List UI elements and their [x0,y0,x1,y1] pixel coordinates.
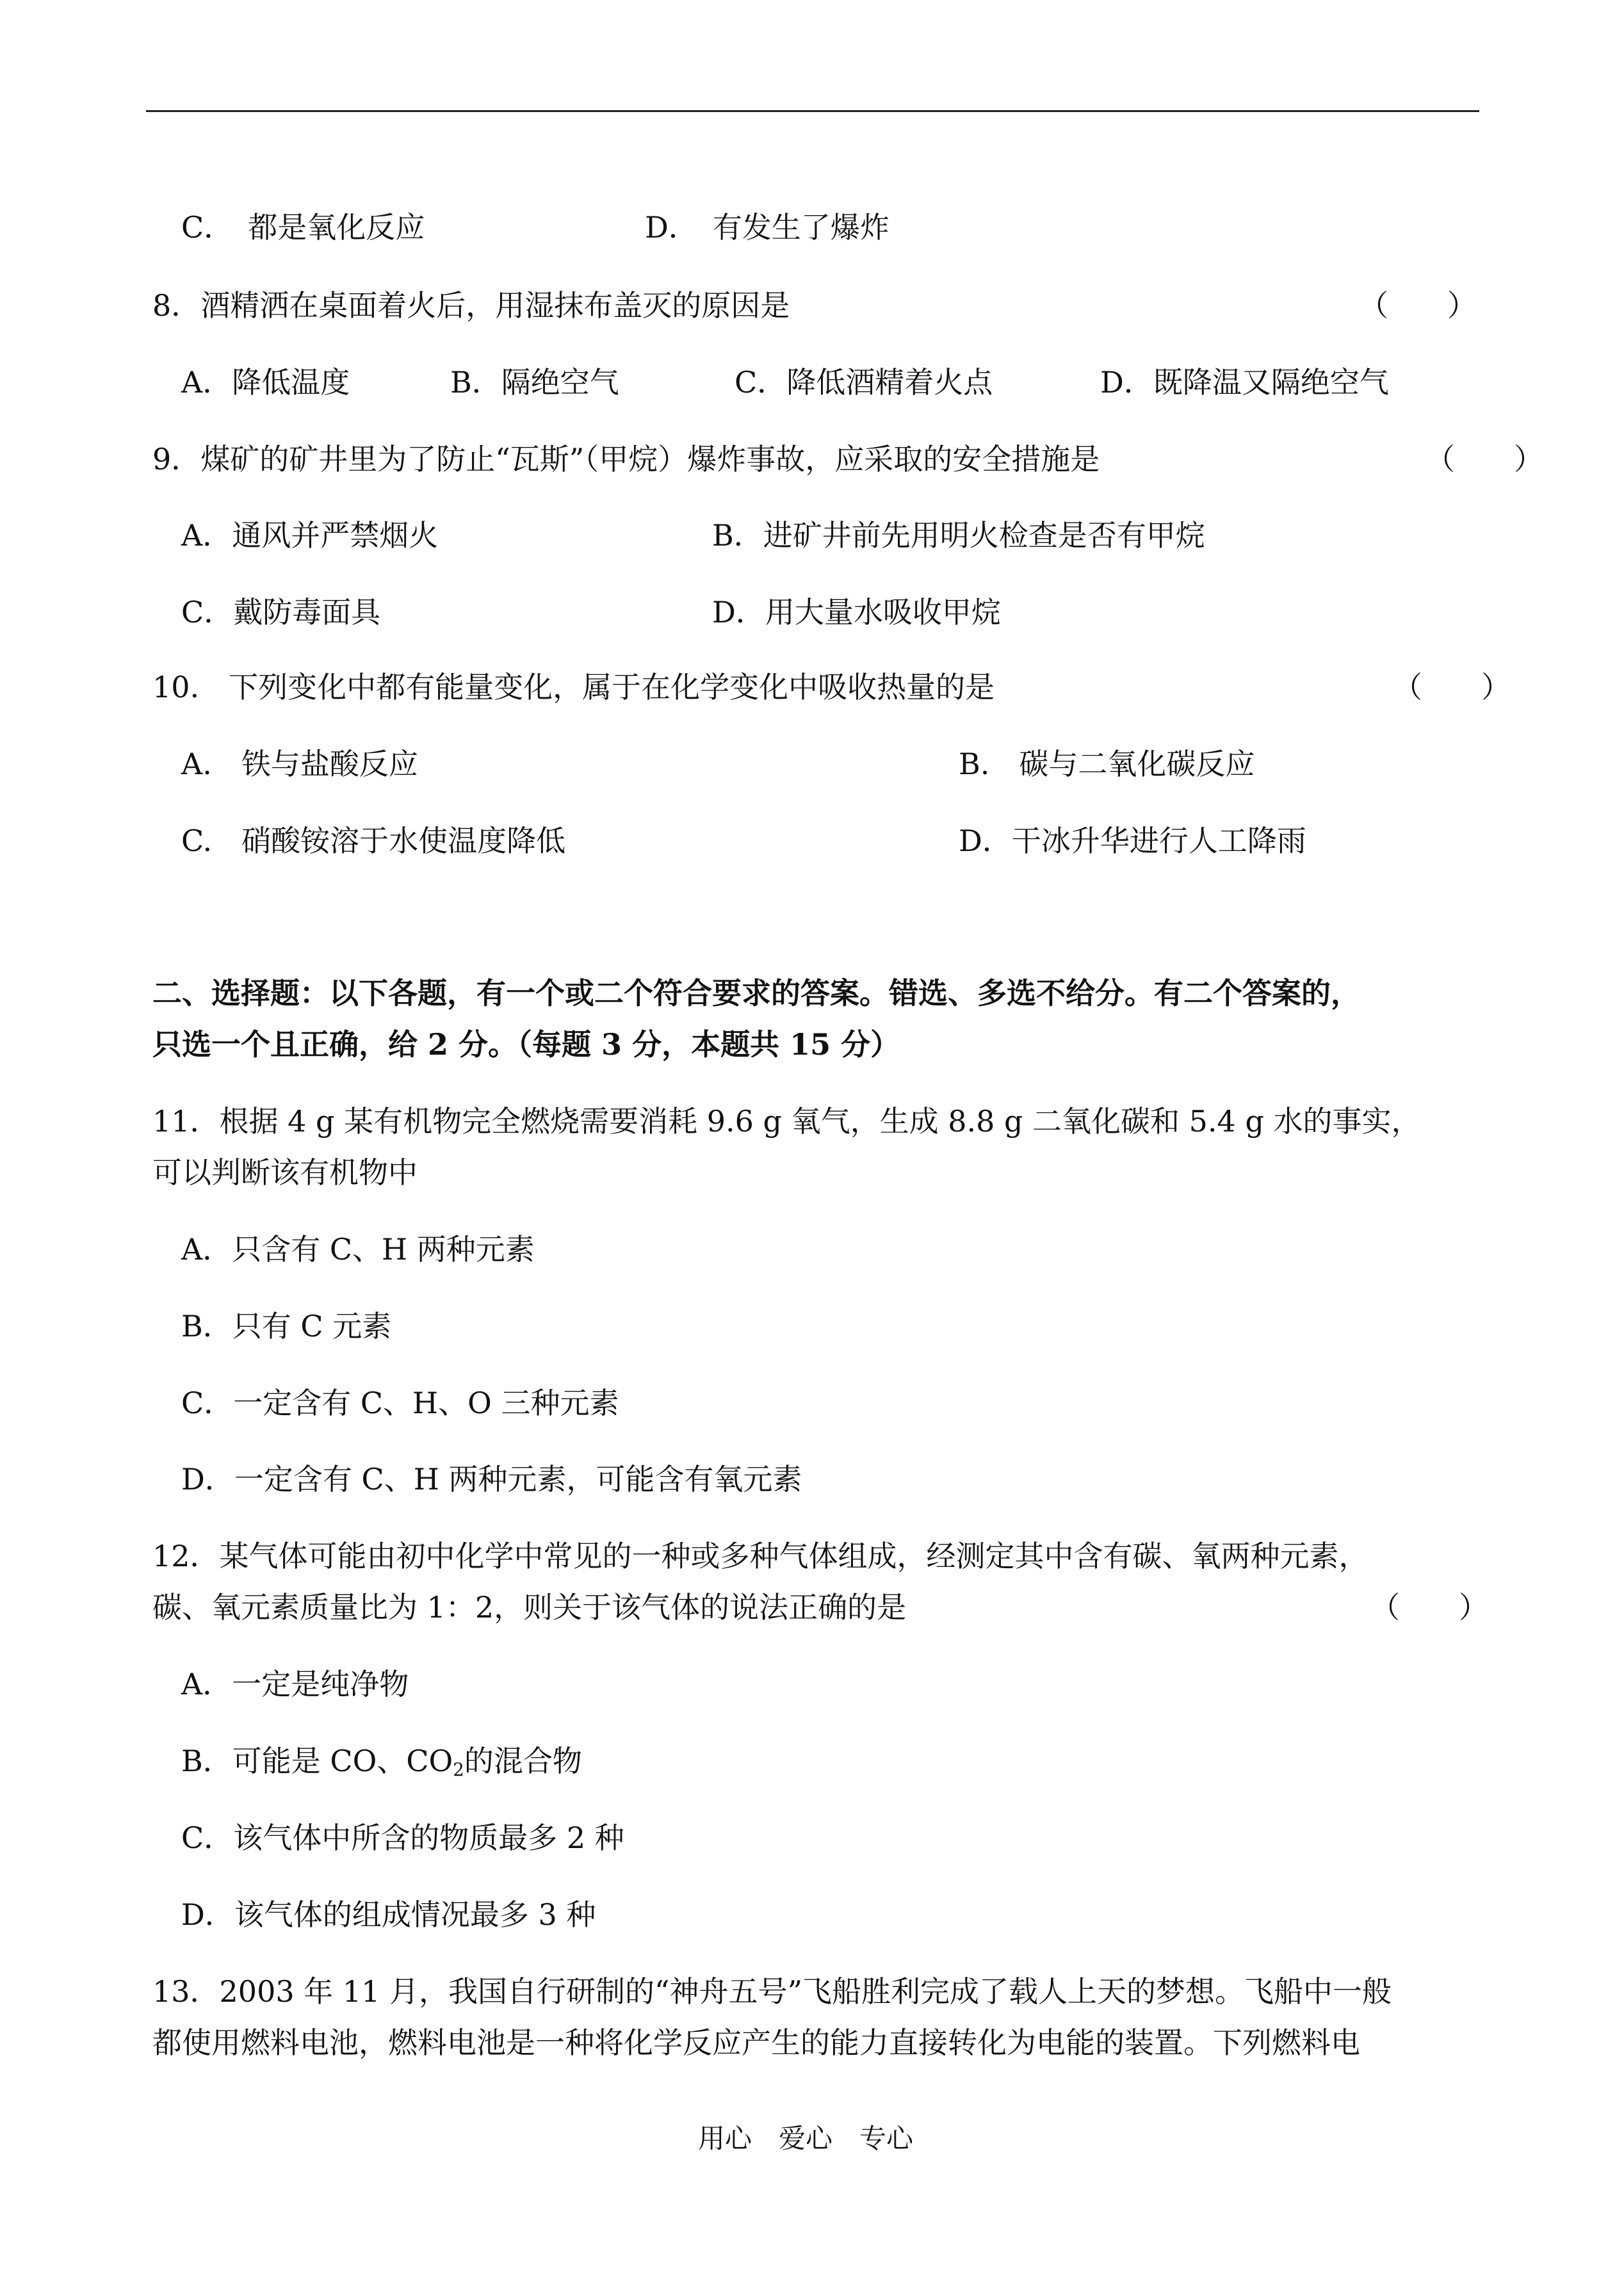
q12-stem-line1: 12．某气体可能由初中化学中常见的一种或多种气体组成，经测定其中含有碳、氧两种元素， [152,1539,1368,1573]
q9-option-c: C．戴防毒面具 [181,595,381,629]
q9-option-d: D．用大量水吸收甲烷 [712,595,1001,629]
page-footer: 用心 爱心 专心 [698,2123,914,2154]
q11-stem-line2: 可以判断该有机物中 [152,1155,418,1190]
q13-stem-line2: 都使用燃料电池，燃料电池是一种将化学反应产生的能力直接转化为电能的装置。下列燃料电 [152,2025,1360,2060]
q9-option-b: B．进矿井前先用明火检查是否有甲烷 [712,518,1205,553]
q11-option-d: D．一定含有 C、H 两种元素，可能含有氧元素 [181,1462,802,1496]
header-rule [146,110,1479,112]
q8-option-d: D．既降温又隔绝空气 [1100,365,1389,400]
q12-answer-paren: （ ） [1370,1590,1488,1625]
q10-option-a: A. 铁与盐酸反应 [181,747,418,781]
q12-option-c: C．该气体中所含的物质最多 2 种 [181,1821,624,1855]
q8-option-b: B．隔绝空气 [450,365,619,400]
q9-option-a: A．通风并严禁烟火 [181,518,439,553]
q12-stem-line2: 碳、氧元素质量比为 1：2，则关于该气体的说法正确的是 [152,1590,907,1625]
section-2-instructions-line1: 二、选择题：以下各题，有一个或二个符合要求的答案。错选、多选不给分。有二个答案的， [152,976,1360,1010]
q9-answer-paren: （ ） [1425,442,1543,476]
q11-option-c: C．一定含有 C、H、O 三种元素 [181,1386,619,1420]
co2-subscript: 2 [453,1758,464,1780]
q11-option-b: B．只有 C 元素 [181,1309,392,1343]
section-2-instructions-line2: 只选一个且正确，给 2 分。（每题 3 分，本题共 15 分） [152,1027,900,1062]
q12-option-a: A．一定是纯净物 [181,1667,409,1701]
q11-option-a: A．只含有 C、H 两种元素 [181,1232,535,1267]
q7-option-c: C． 都是氧化反应 [181,210,425,245]
q10-option-d: D．干冰升华进行人工降雨 [959,823,1306,858]
q13-stem-line1: 13．2003 年 11 月，我国自行研制的“神舟五号”飞船胜利完成了载人上天的梦想。飞船中一般 [152,1974,1392,2009]
q10-stem: 10. 下列变化中都有能量变化，属于在化学变化中吸收热量的是 [152,670,995,704]
q8-answer-paren: （ ） [1359,288,1477,323]
q11-stem-line1: 11．根据 4 g 某有机物完全燃烧需要消耗 9.6 g 氧气，生成 8.8 g 二氧化碳和 5.4 g 水的事实， [152,1104,1421,1139]
q7-option-d: D． 有发生了爆炸 [645,210,889,245]
q8-option-c: C．降低酒精着火点 [735,365,993,400]
q10-option-b: B. 碳与二氧化碳反应 [959,747,1255,781]
q10-answer-paren: （ ） [1393,670,1511,704]
q10-option-c: C. 硝酸铵溶于水使温度降低 [181,823,566,858]
q8-stem: 8．酒精洒在桌面着火后，用湿抹布盖灭的原因是 [152,288,790,323]
q8-option-a: A．降低温度 [181,365,350,400]
q12-option-d: D．该气体的组成情况最多 3 种 [181,1897,596,1932]
q9-stem: 9．煤矿的矿井里为了防止“瓦斯”（甲烷）爆炸事故，应采取的安全措施是 [152,442,1100,476]
q12-option-b: B．可能是 CO、$CO_2$的混合物 [181,1744,582,1780]
